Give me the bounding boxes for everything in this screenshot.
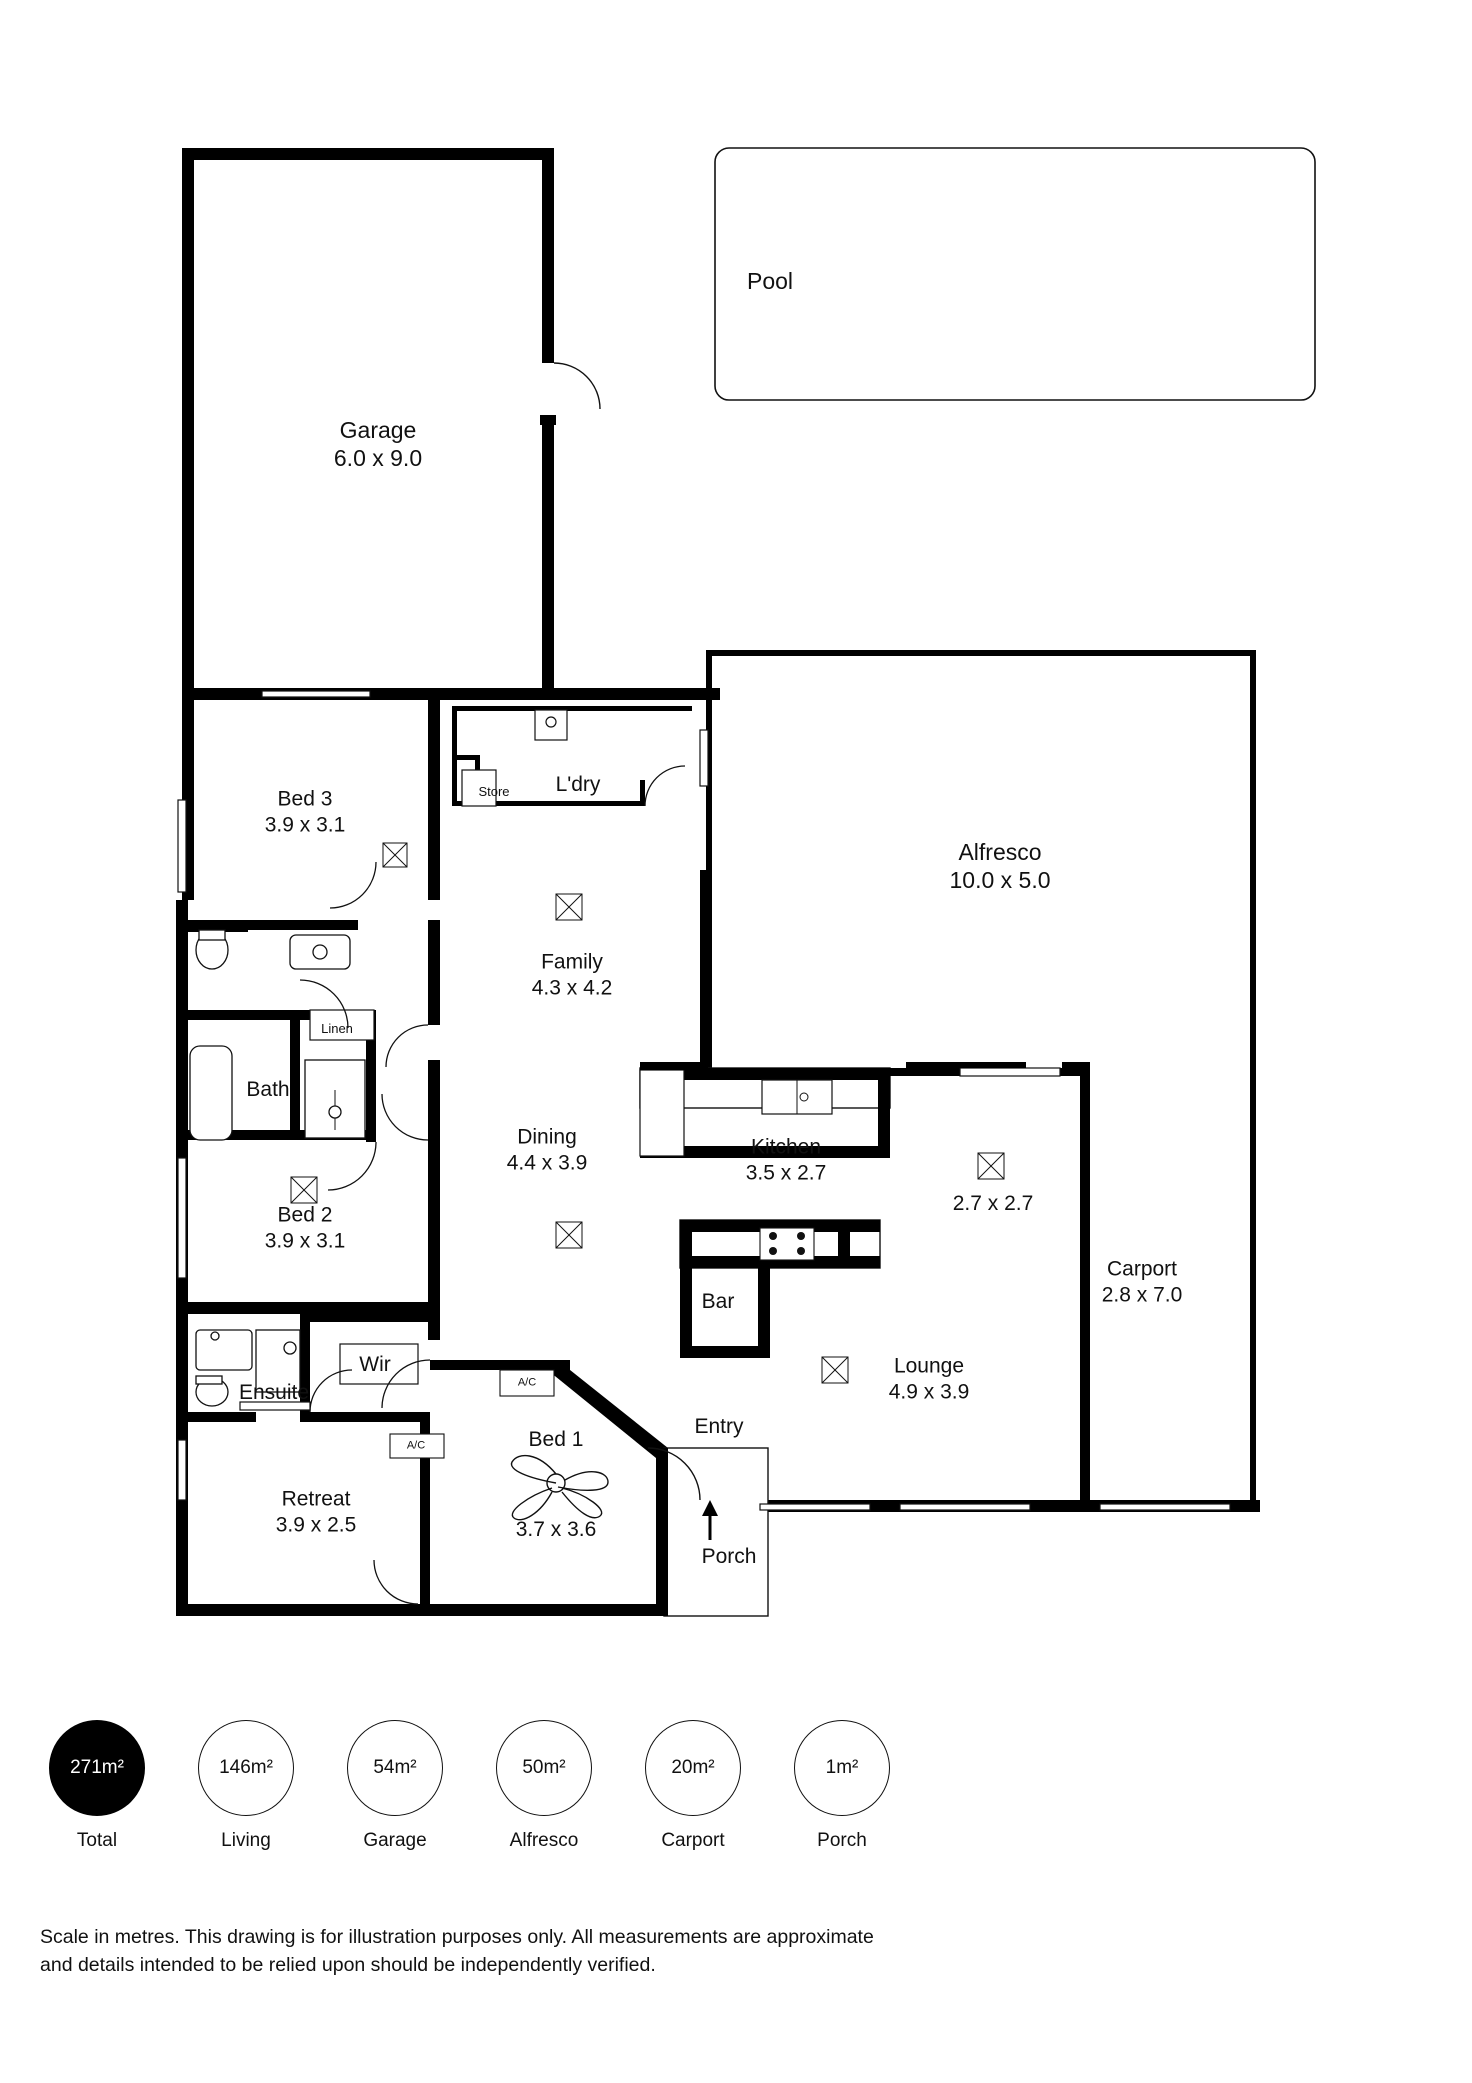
room-label-porch: Porch [701, 1545, 757, 1569]
room-label-pool: Pool [746, 267, 794, 294]
room-label-kitchen: Kitchen 3.5 x 2.7 [745, 1135, 827, 1184]
alfresco-edge-markers [906, 1062, 1090, 1068]
garage-window [262, 691, 370, 697]
room-label-laundry: L'dry [555, 773, 601, 797]
porch-walls [656, 1448, 768, 1616]
pool-outline [715, 148, 1315, 400]
carport-walls [760, 1068, 1260, 1512]
room-label-bath: Bath [246, 1078, 290, 1102]
room-label-family: Family 4.3 x 4.2 [531, 950, 613, 999]
area-item-alfresco: 50m² Alfresco [479, 1720, 609, 1852]
room-label-alfresco: Alfresco 10.0 x 5.0 [949, 838, 1051, 893]
kitchen-benches [640, 1068, 890, 1358]
room-label-ac-retreat: A/C [406, 1439, 426, 1452]
laundry-door-swing [645, 766, 685, 806]
room-label-bed1-dim: 3.7 x 3.6 [515, 1518, 597, 1542]
living-walls [640, 870, 1090, 1076]
room-label-carport: Carport 2.8 x 7.0 [1101, 1257, 1183, 1306]
room-label-nook: 2.7 x 2.7 [952, 1192, 1034, 1216]
house-walls [176, 688, 720, 1616]
area-circle-porch: 1m² [794, 1720, 890, 1816]
area-item-porch: 1m² Porch [777, 1720, 907, 1852]
area-circle-garage: 54m² [347, 1720, 443, 1816]
room-label-entry: Entry [694, 1415, 744, 1439]
room-label-bed3: Bed 3 3.9 x 3.1 [264, 787, 346, 836]
room-label-ac-bed1: A/C [517, 1376, 537, 1389]
bathtub-icon [190, 1046, 232, 1140]
interior-walls [176, 700, 668, 1616]
room-label-bar: Bar [701, 1290, 735, 1314]
room-label-bed2: Bed 2 3.9 x 3.1 [264, 1203, 346, 1252]
area-circle-living: 146m² [198, 1720, 294, 1816]
room-label-dining: Dining 4.4 x 3.9 [506, 1125, 588, 1174]
area-circle-alfresco: 50m² [496, 1720, 592, 1816]
room-label-linen: Linen [321, 1021, 353, 1037]
door-swings [300, 862, 430, 1604]
room-label-ensuite: Ensuite [238, 1381, 310, 1405]
garage-door-swing [554, 363, 600, 409]
ensuite-shower-icon [256, 1330, 300, 1392]
room-label-store: Store [478, 784, 510, 800]
bathroom-fixtures [190, 930, 365, 1406]
room-label-wir: Wir [359, 1353, 391, 1377]
room-label-lounge: Lounge 4.9 x 3.9 [888, 1354, 970, 1403]
garage-walls [182, 148, 554, 700]
ceiling-fan-icon [511, 1456, 608, 1520]
room-label-bed1: Bed 1 [528, 1428, 584, 1452]
area-circle-total: 271m² [49, 1720, 145, 1816]
room-label-retreat: Retreat 3.9 x 2.5 [275, 1487, 357, 1536]
area-item-living: 146m² Living [181, 1720, 311, 1852]
ensuite-basin-icon [196, 1330, 252, 1370]
area-item-total: 271m² Total [32, 1720, 162, 1852]
area-circle-carport: 20m² [645, 1720, 741, 1816]
area-item-carport: 20m² Carport [628, 1720, 758, 1852]
laundry-sink-icon [535, 710, 567, 740]
room-label-garage: Garage 6.0 x 9.0 [333, 416, 423, 471]
laundry-exterior-door [700, 730, 708, 786]
disclaimer-text: Scale in metres. This drawing is for illustration purposes only. All measurements are approximate and details intended to be relied upon should be independently verified. [40, 1926, 874, 1977]
area-summary [0, 1720, 1472, 1880]
area-item-garage: 54m² Garage [330, 1720, 460, 1852]
